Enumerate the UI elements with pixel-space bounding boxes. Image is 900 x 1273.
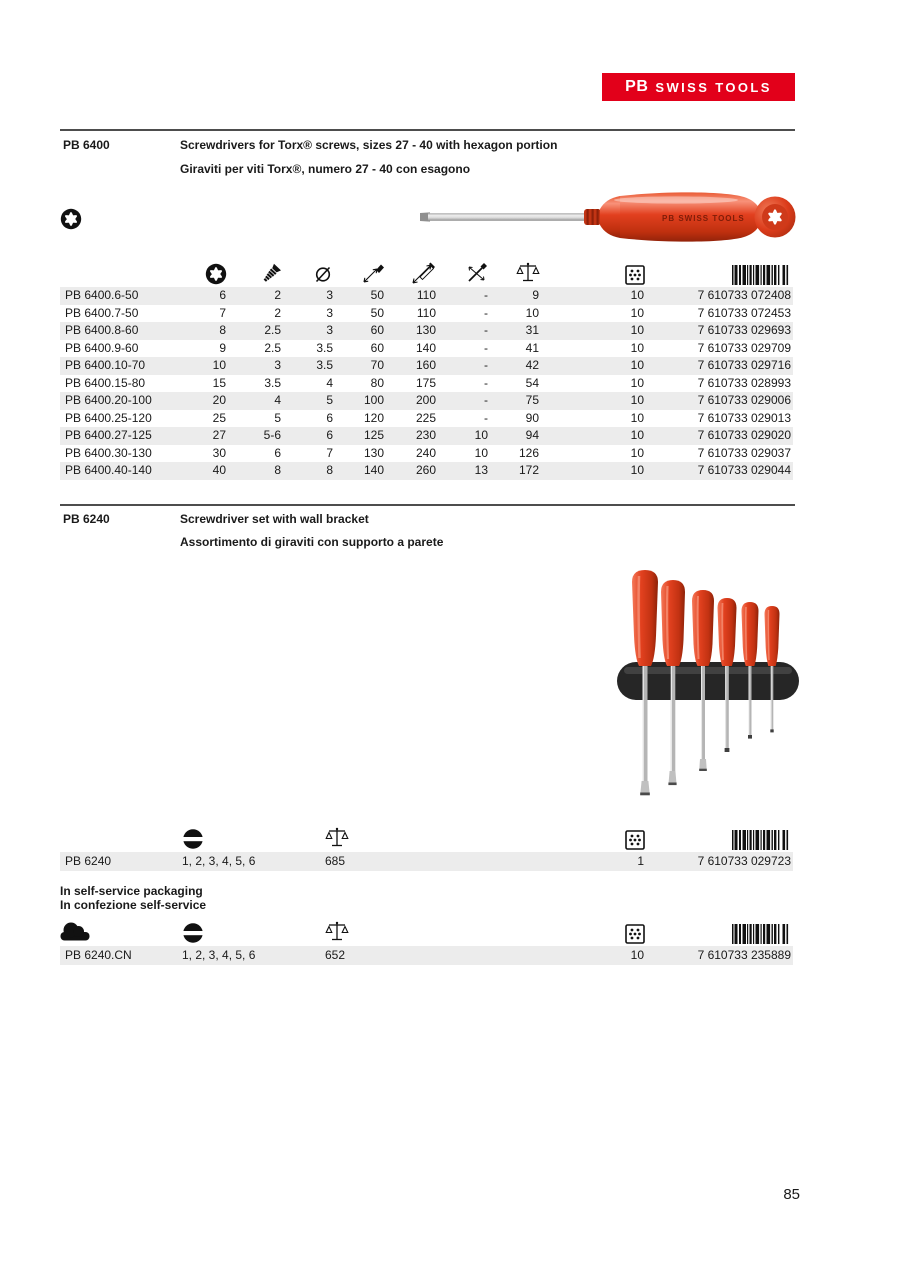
table-row: [60, 357, 793, 375]
spec-value: 10: [474, 428, 488, 442]
spec-value: 70: [370, 358, 384, 372]
hexagon-portion-icon: [440, 253, 492, 287]
diameter-icon: [285, 253, 337, 287]
spec-value: 13: [474, 463, 488, 477]
screw-icon: [230, 253, 285, 287]
article-number: PB 6400.8-60: [65, 323, 139, 337]
spec-value: 10: [630, 463, 644, 477]
sizes-value: 1, 2, 3, 4, 5, 6: [182, 854, 256, 868]
barcode-icon: [648, 818, 793, 852]
sizes-value: 1, 2, 3, 4, 5, 6: [182, 948, 256, 962]
table-row: [60, 852, 793, 871]
ean-code: 7 610733 072453: [697, 305, 791, 320]
table-row: [60, 305, 793, 323]
torx-spec-table: [60, 253, 793, 480]
spec-value: 25: [212, 410, 226, 425]
page-number: 85: [783, 1186, 800, 1203]
spec-value: 230: [415, 428, 436, 442]
spec-value: 110: [416, 305, 436, 320]
ean-code: 7 610733 029709: [697, 340, 791, 355]
spec-value: 54: [525, 375, 539, 390]
spec-value: 6: [326, 428, 333, 442]
selfservice-title-en: In self-service packaging: [60, 884, 203, 898]
article-number: PB 6400.9-60: [65, 340, 139, 355]
spec-value: 42: [525, 358, 539, 372]
ean-code: 7 610733 029723: [697, 854, 791, 868]
spec-value: 10: [474, 445, 488, 460]
spec-value: 5: [326, 393, 333, 407]
spec-value: 8: [219, 323, 226, 337]
packaging-unit-icon: [485, 818, 648, 852]
article-code-heading: PB 6400: [63, 138, 110, 152]
spec-value: 40: [212, 463, 226, 477]
spec-value: 175: [415, 375, 436, 390]
weight-icon: [492, 253, 543, 287]
spec-icons-row: [60, 916, 793, 946]
section-divider: [60, 129, 795, 131]
spec-value: 4: [274, 393, 281, 407]
spec-value: 50: [370, 288, 384, 302]
spec-value: -: [484, 410, 488, 425]
spec-value: 10: [630, 288, 644, 302]
spec-value: 10: [525, 305, 539, 320]
ean-code: 7 610733 029013: [697, 410, 791, 425]
article-number: PB 6400.7-50: [65, 305, 139, 320]
pack-quantity: 10: [630, 948, 644, 962]
article-number: PB 6400.40-140: [65, 463, 152, 477]
spec-value: 100: [363, 393, 384, 407]
spec-value: 80: [370, 375, 384, 390]
blade-length-icon: [337, 253, 388, 287]
article-number: PB 6400.10-70: [65, 358, 146, 372]
weight-icon: [325, 916, 485, 946]
product-photo-screwdriver: [414, 188, 796, 244]
table-row: [60, 340, 793, 358]
table-row: [60, 445, 793, 463]
selfservice-pack-icon: [60, 916, 182, 946]
spec-value: 10: [630, 340, 644, 355]
spec-value: 140: [363, 463, 384, 477]
ean-code: 7 610733 029006: [697, 393, 791, 407]
spec-icons-row: [60, 253, 793, 287]
spec-value: -: [484, 393, 488, 407]
spec-value: 2.5: [264, 323, 281, 337]
spec-value: 60: [370, 340, 384, 355]
spec-value: 120: [363, 410, 384, 425]
spec-value: 2: [274, 288, 281, 302]
section-divider: [60, 504, 795, 506]
torx-size-icon: [180, 253, 230, 287]
handle-brand-text: PB SWISS TOOLS: [662, 214, 745, 223]
article-number: PB 6400.27-125: [65, 428, 152, 442]
table-row: [60, 462, 793, 480]
spec-value: -: [484, 375, 488, 390]
spec-value: 4: [326, 375, 333, 390]
spec-value: -: [484, 323, 488, 337]
ean-code: 7 610733 029044: [697, 463, 791, 477]
table-row: [60, 427, 793, 445]
barcode-icon: [648, 916, 793, 946]
logo-wordmark: SWISS TOOLS: [655, 79, 772, 95]
spec-value: 3: [326, 305, 333, 320]
article-number: PB 6240.CN: [65, 948, 132, 962]
spec-value: 3: [326, 323, 333, 337]
spec-value: 3: [274, 358, 281, 372]
spec-value: 125: [363, 428, 384, 442]
article-number: PB 6240: [65, 854, 112, 868]
table-row: [60, 392, 793, 410]
spec-value: 90: [525, 410, 539, 425]
spec-icons-row: [60, 818, 793, 852]
barcode-icon: [648, 253, 793, 287]
spec-value: 60: [370, 323, 384, 337]
spec-value: 9: [532, 288, 539, 302]
shaft: [428, 213, 590, 221]
spec-value: 2: [274, 305, 281, 320]
pack-quantity: 1: [637, 854, 644, 868]
spec-value: 130: [363, 445, 384, 460]
spec-value: 172: [518, 463, 539, 477]
total-length-icon: [388, 253, 440, 287]
brand-logo: [602, 73, 795, 101]
spec-value: 3.5: [316, 358, 333, 372]
spec-value: 3: [326, 288, 333, 302]
spec-value: 6: [274, 445, 281, 460]
slotted-tip-icon: [182, 818, 325, 852]
section-title-it: Giraviti per viti Torx®, numero 27 - 40 con esagono: [180, 162, 471, 176]
spec-value: 27: [212, 428, 226, 442]
spec-value: 10: [630, 445, 644, 460]
spec-value: -: [484, 288, 488, 302]
spec-value: 3.5: [264, 375, 281, 390]
spec-value: 6: [326, 410, 333, 425]
table-row: [60, 946, 793, 965]
spec-value: 5-6: [263, 428, 281, 442]
spec-value: 6: [219, 288, 226, 302]
article-number: PB 6400.6-50: [65, 288, 139, 302]
spec-value: 10: [630, 305, 644, 320]
ean-code: 7 610733 072408: [697, 288, 791, 302]
section-title-en: Screwdriver set with wall bracket: [180, 512, 369, 526]
table-row: [60, 410, 793, 428]
spec-value: 10: [630, 393, 644, 407]
selfservice-spec-table: [60, 916, 793, 965]
spec-value: 41: [525, 340, 539, 355]
spec-value: 50: [370, 305, 384, 320]
set-spec-table: [60, 818, 793, 871]
packaging-unit-icon: [485, 916, 648, 946]
spec-value: 10: [630, 358, 644, 372]
article-code-heading: PB 6240: [63, 512, 110, 526]
ean-code: 7 610733 028993: [697, 375, 791, 390]
logo-pb-glyph: PB: [625, 78, 649, 95]
section-title-it: Assortimento di giraviti con supporto a parete: [180, 535, 444, 549]
article-number: PB 6400.15-80: [65, 375, 146, 390]
spec-value: 140: [415, 340, 436, 355]
spec-value: -: [484, 305, 488, 320]
table-row: [60, 322, 793, 340]
spec-value: 30: [212, 445, 226, 460]
packaging-unit-icon: [543, 253, 648, 287]
spec-value: 2.5: [264, 340, 281, 355]
spec-value: -: [484, 340, 488, 355]
table-row: [60, 375, 793, 393]
table-row: [60, 287, 793, 305]
ean-code: 7 610733 235889: [697, 948, 791, 962]
selfservice-title-it: In confezione self-service: [60, 898, 207, 912]
slotted-tip-icon: [182, 916, 325, 946]
weight-icon: [325, 818, 485, 852]
spec-value: 10: [630, 410, 644, 425]
ean-code: 7 610733 029020: [697, 428, 791, 442]
torx-table-body: [60, 287, 793, 480]
spec-value: 260: [415, 463, 436, 477]
spec-value: 240: [415, 445, 436, 460]
spec-value: 3.5: [316, 340, 333, 355]
spec-value: 7: [219, 305, 226, 320]
spec-value: 10: [630, 428, 644, 442]
spec-value: 10: [212, 358, 226, 372]
spec-value: 10: [630, 375, 644, 390]
spec-value: 130: [415, 323, 436, 337]
spec-value: 225: [415, 410, 436, 425]
ean-code: 7 610733 029693: [697, 323, 791, 337]
spec-value: 75: [525, 393, 539, 407]
spec-value: 7: [326, 445, 333, 460]
spec-value: 94: [525, 428, 539, 442]
spec-value: 8: [274, 463, 281, 477]
spec-value: 20: [212, 393, 226, 407]
ean-code: 7 610733 029037: [697, 445, 791, 460]
spec-value: 15: [212, 375, 226, 390]
article-number: PB 6400.25-120: [65, 410, 152, 425]
product-photo-screwdriver-set: [612, 566, 804, 812]
article-number: PB 6400.20-100: [65, 393, 152, 407]
spec-value: 160: [415, 358, 436, 372]
article-number: PB 6400.30-130: [65, 445, 152, 460]
torx-icon: [60, 208, 82, 230]
spec-value: 8: [326, 463, 333, 477]
spec-value: 110: [416, 288, 436, 302]
weight-value: 685: [325, 854, 346, 868]
ean-code: 7 610733 029716: [697, 358, 791, 372]
weight-value: 652: [325, 948, 346, 962]
spec-value: 31: [525, 323, 539, 337]
spec-value: 5: [274, 410, 281, 425]
spec-value: 126: [518, 445, 539, 460]
spec-value: -: [484, 358, 488, 372]
spec-value: 10: [630, 323, 644, 337]
spec-value: 9: [219, 340, 226, 355]
spec-value: 200: [415, 393, 436, 407]
section-title-en: Screwdrivers for Torx® screws, sizes 27 - 40 with hexagon portion: [180, 138, 558, 152]
